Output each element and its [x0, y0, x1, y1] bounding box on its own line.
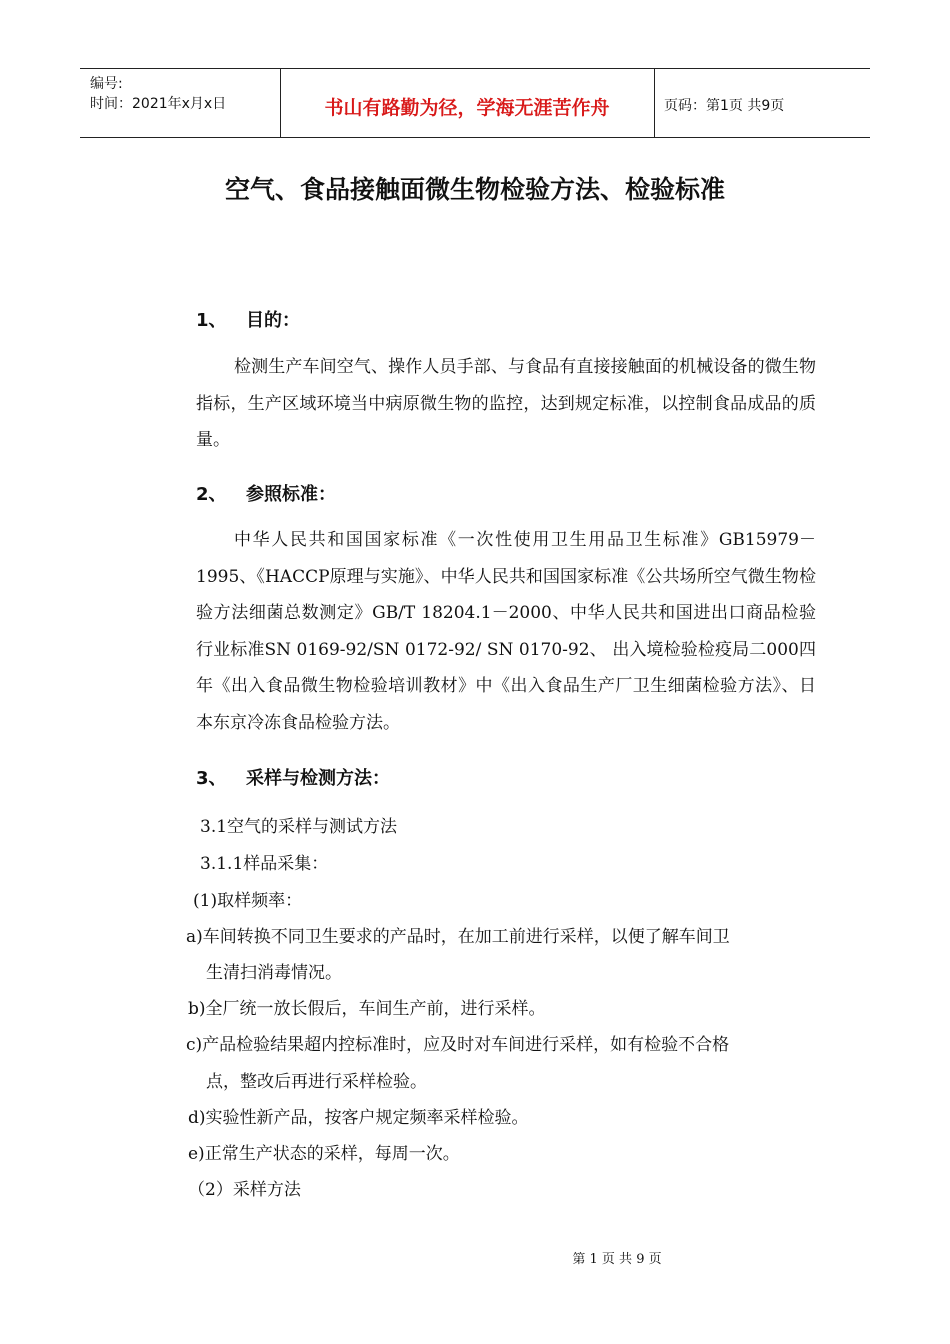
section-1-number: 1、 [196, 310, 227, 331]
subsection-3-1: 3.1空气的采样与测试方法 [200, 817, 398, 837]
document-title: 空气、食品接触面微生物检验方法、检验标准 [224, 175, 725, 204]
subsection-3-1-1: 3.1.1样品采集： [200, 854, 329, 874]
section-2-body: 中华人民共和国国家标准《一次性使用卫生用品卫生标准》GB15979－1995、《HACCP原理与实施》、中华人民共和国国家标准《公共场所空气微生物检验方法细菌总数测定》GB/T 18204.1－2000、中华人民共和国进出口商品检验行业标准SN 0169-92/SN 0172-92/ SN 0170-92、 出入境检验检疫局二000四年《出入食品微生物检验培训教材》中《出入食品生产厂卫生细菌检验方法》、日本东京冷冻食品检验方法。 [196, 530, 816, 733]
document-number-label: 编号: [90, 76, 123, 92]
list-item-e: e)正常生产状态的采样，每周一次。 [188, 1144, 460, 1164]
list-item-a-line-2: 生清扫消毒情况。 [206, 963, 342, 983]
section-3-number: 3、 [196, 768, 227, 789]
section-3-heading [196, 764, 390, 790]
list-item-b: b)全厂统一放长假后，车间生产前，进行采样。 [188, 999, 546, 1019]
section-3-title: 采样与检测方法： [246, 768, 390, 789]
section-2-number: 2、 [196, 484, 227, 505]
document-time-label: 时间：2021年x月x日 [90, 96, 227, 112]
section-1-title: 目的： [246, 310, 300, 331]
document-header [80, 68, 870, 138]
section-2-heading [196, 480, 336, 506]
section-1-body: 检测生产车间空气、操作人员手部、与食品有直接接触面的机械设备的微生物指标，生产区域环境当中病原微生物的监控，达到规定标准，以控制食品成品的质量。 [196, 357, 816, 450]
header-motto-cell [280, 69, 655, 137]
section-1-heading [196, 306, 300, 332]
section-2-title: 参照标准： [246, 484, 336, 505]
list-item-d: d)实验性新产品，按客户规定频率采样检验。 [188, 1108, 529, 1128]
page-footer: 第 1 页 共 9 页 [572, 1252, 662, 1267]
item-sampling-method: （2）采样方法 [188, 1180, 301, 1200]
header-motto: 书山有路勤为径，学海无涯苦作舟 [324, 97, 610, 119]
list-item-c-line-2: 点，整改后再进行采样检验。 [206, 1072, 427, 1092]
list-item-a-line-1: a)车间转换不同卫生要求的产品时，在加工前进行采样，以便了解车间卫 [186, 927, 730, 947]
header-page-info: 页码：第1页 共9页 [664, 98, 785, 114]
list-item-c-line-1: c)产品检验结果超内控标准时，应及时对车间进行采样，如有检验不合格 [186, 1035, 730, 1055]
header-page-cell [654, 69, 870, 137]
item-sampling-frequency: (1)取样频率： [193, 891, 303, 911]
header-meta-cell [80, 69, 281, 137]
